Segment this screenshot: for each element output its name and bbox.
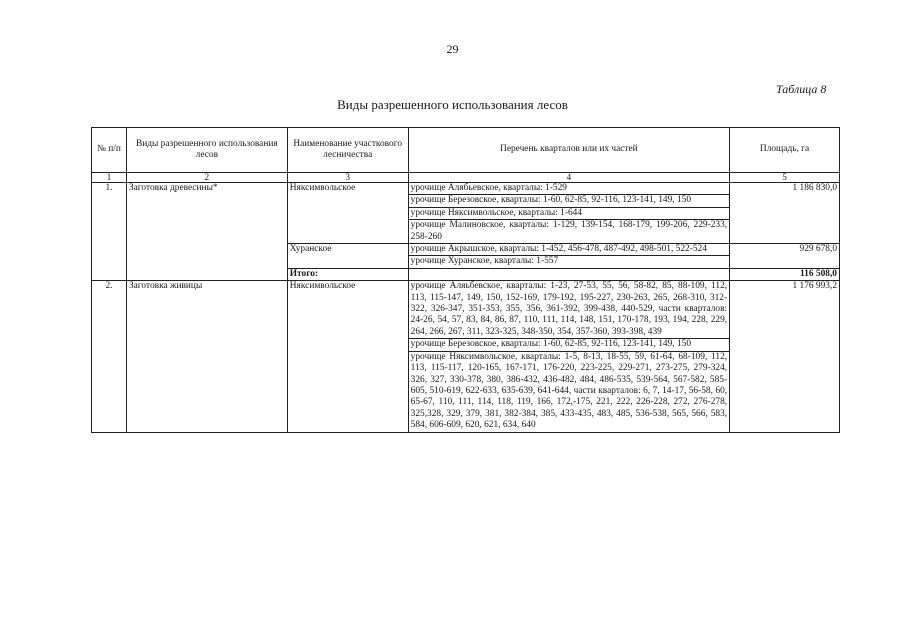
header-quarters: Перечень кварталов или их частей	[408, 128, 729, 173]
area-cell: 1 186 830,0	[730, 183, 840, 244]
forest-use-table	[91, 127, 840, 433]
quarters-cell: урочище Алябьевское, кварталы: 1-529	[408, 183, 729, 195]
quarters-cell: урочище Березовское, кварталы: 1-60, 62-85, 92-116, 123-141, 149, 150	[408, 339, 729, 351]
header-num: № п/п	[92, 128, 127, 173]
column-number: 4	[408, 173, 729, 183]
quarters-cell: урочище Малиновское, кварталы: 1-129, 139-154, 168-179, 199-206, 229-233, 258-260	[408, 220, 729, 244]
column-number: 3	[287, 173, 408, 183]
quarters-cell: урочище Акрышское, кварталы: 1-452, 456-478, 487-492, 498-501, 522-524	[408, 244, 729, 256]
column-number-row	[92, 173, 840, 183]
row-number: 1.	[92, 183, 127, 281]
quarters-cell: урочище Березовское, кварталы: 1-60, 62-85, 92-116, 123-141, 149, 150	[408, 195, 729, 207]
document-title: Виды разрешенного использования лесов	[337, 97, 568, 112]
forestry-cell: Хуранское	[287, 244, 408, 269]
quarters-cell: урочище Хуранское, кварталы: 1-557	[408, 256, 729, 268]
quarters-cell: урочище Аляьбевское, кварталы: 1-23, 27-53, 55, 56, 58-82, 85, 88-109, 112, 113, 115-147, 149, 150, 152-169, 179-192, 195-227, 230-263, 265, 268-310, 312-322, 326-347, 351-353, 355, 356, 361-392, 399-438, 440-529, части кварталов: 24-26, 54, 57, 83, 84, 86, 87, 110, 111, 114, 148, 151, 170-178, 193, 194, 228, 229, 264, 266, 267, 311, 323-325, 348-350, 354, 357-360, 393-398, 439	[408, 281, 729, 339]
area-cell: 929 678,0	[730, 244, 840, 269]
total-label: Итого:	[287, 268, 408, 280]
table-row	[92, 183, 840, 195]
header-use-type: Виды разрешенного использования лесов	[126, 128, 287, 173]
header-area: Площадь, га	[730, 128, 840, 173]
row-number: 2.	[92, 281, 127, 432]
area-cell: 1 176 993,2	[730, 281, 840, 432]
forestry-cell: Няксимвольское	[287, 281, 408, 432]
column-number: 5	[730, 173, 840, 183]
header-forestry: Наименование участкового лесничества	[287, 128, 408, 173]
total-area: 116 508,0	[730, 268, 840, 280]
forestry-cell: Няксимвольское	[287, 183, 408, 244]
use-type-cell: Заготовка древесины*	[126, 183, 287, 281]
quarters-cell: урочище Няксимвольское, кварталы: 1-5, 8-13, 18-55, 59, 61-64, 68-109, 112, 113, 115-117, 120-165, 167-171, 176-220, 223-225, 229-271, 273-275, 279-324, 326, 327, 330-378, 380, 386-432, 436-482, 484, 486-535, 539-564, 567-582, 585-605, 510-619, 622-633, 635-639, 641-644, части кварталов: 6, 7, 14-17, 56-58, 60, 65-67, 110, 111, 114, 118, 119, 166, 172,-175, 221, 222, 226-228, 272, 276-278, 325,328, 329, 379, 381, 382-384, 385, 433-435, 483, 485, 536-538, 565, 566, 583, 584, 606-609, 620, 621, 634, 640	[408, 351, 729, 432]
table-label: Таблица 8	[776, 82, 827, 96]
table-row	[92, 281, 840, 339]
column-number: 2	[126, 173, 287, 183]
quarters-cell: урочище Няксимвольское, кварталы: 1-644	[408, 207, 729, 219]
use-type-cell: Заготовка живицы	[126, 281, 287, 432]
table-header-row	[92, 128, 840, 173]
page-number: 29	[446, 42, 459, 56]
column-number: 1	[92, 173, 127, 183]
total-quarters-cell	[408, 268, 729, 280]
